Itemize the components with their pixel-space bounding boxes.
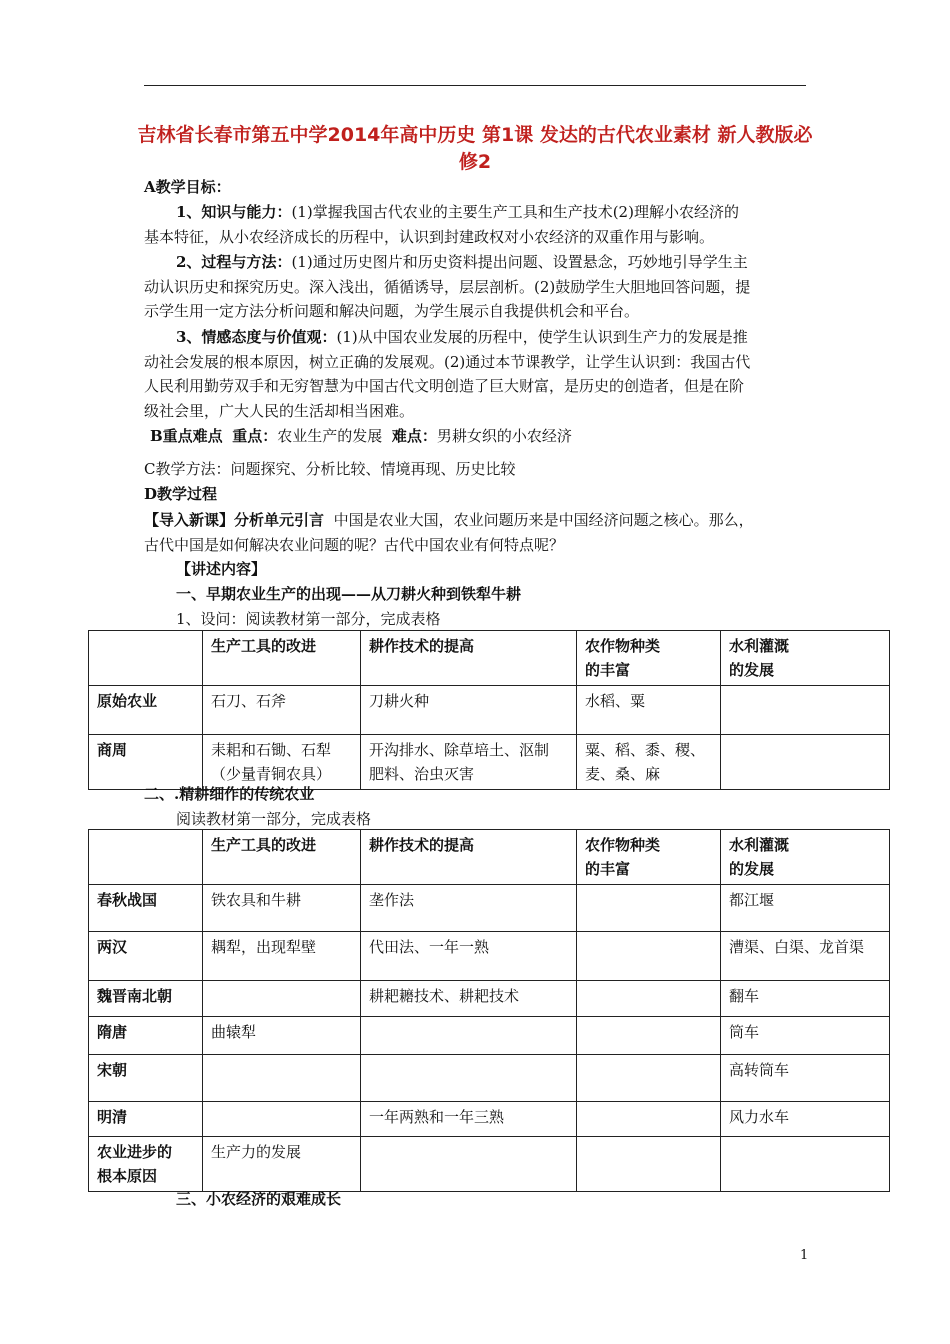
part-3-title: 三、小农经济的艰难成长	[176, 1190, 342, 1208]
intro-label: 【导入新课】分析单元引言	[144, 511, 325, 529]
intro-line-1: 【导入新课】分析单元引言 中国是农业大国，农业问题历来是中国经济问题之核心。那么，	[144, 511, 754, 529]
header-cell-empty	[89, 830, 203, 885]
header-cell-tools: 生产工具的改进	[203, 830, 361, 885]
header-rule	[144, 85, 806, 86]
objective-3-line-4: 级社会里，广大人民的生活却相当困难。	[144, 402, 415, 420]
objective-3-label: 3、情感态度与价值观：	[176, 328, 337, 346]
part-1-title: 一、早期农业生产的出现——从刀耕火种到铁犁牛耕	[176, 585, 522, 603]
table-row: 魏晋南北朝 耕耙耱技术、耕耙技术 翻车	[89, 981, 890, 1017]
objective-1-line-2: 基本特征，从小农经济成长的历程中，认识到封建政权对小农经济的双重作用与影响。	[144, 228, 715, 246]
header-cell-tech: 耕作技术的提高	[361, 830, 577, 885]
table-header-row	[89, 631, 890, 686]
objective-3-line-2: 动社会发展的根本原因，树立正确的发展观。(2)通过本节课教学，让学生认识到：我国古代	[144, 353, 751, 371]
intro-line-2: 古代中国是如何解决农业问题的呢？古代中国农业有何特点呢？	[144, 536, 565, 554]
content-label: 【讲述内容】	[176, 560, 267, 578]
header-cell-water: 水利灌溉 的发展	[721, 631, 890, 686]
header-cell-tools: 生产工具的改进	[203, 631, 361, 686]
table-row: 明清 一年两熟和一年三熟 风力水车	[89, 1102, 890, 1137]
part-2-task: 阅读教材第一部分，完成表格	[176, 810, 372, 828]
header-cell-crops: 农作物种类 的丰富	[577, 631, 721, 686]
objective-2-line-2: 动认识历史和探究历史。深入浅出，循循诱导，层层剖析。(2)鼓励学生大胆地回答问题，提	[144, 278, 751, 296]
section-d-heading: D教学过程	[144, 485, 218, 503]
table-row: 两汉 耦犁，出现犁壁 代田法、一年一熟 漕渠、白渠、龙首渠	[89, 932, 890, 981]
objective-3-line-1: 3、情感态度与价值观：(1)从中国农业发展的历程中，使学生认识到生产力的发展是推	[176, 328, 748, 346]
table-row: 原始农业 石刀、石斧 刀耕火种 水稻、粟	[89, 686, 890, 735]
header-cell-tech: 耕作技术的提高	[361, 631, 577, 686]
table-row: 隋唐 曲辕犁 筒车	[89, 1017, 890, 1055]
objective-2-line-1: 2、过程与方法：(1)通过历史图片和历史资料提出问题、设置悬念，巧妙地引导学生主	[176, 253, 748, 271]
part-2-title: 二、.精耕细作的传统农业	[144, 785, 315, 803]
part-1-task: 1、设问：阅读教材第一部分，完成表格	[176, 610, 441, 628]
table-row: 宋朝 高转筒车	[89, 1055, 890, 1102]
objective-1-label: 1、知识与能力：	[176, 203, 292, 221]
header-cell-crops: 农作物种类 的丰富	[577, 830, 721, 885]
objective-3-line-3: 人民利用勤劳双手和无穷智慧为中国古代文明创造了巨大财富，是历史的创造者，但是在阶	[144, 377, 745, 395]
section-b-line: B重点难点 重点：农业生产的发展 难点：男耕女织的小农经济	[150, 427, 572, 445]
document-title: 吉林省长春市第五中学2014年高中历史 第1课 发达的古代农业素材 新人教版必修2	[137, 124, 813, 173]
section-b-heading: B重点难点	[150, 427, 223, 445]
section-c-heading: C教学方法：	[144, 460, 231, 478]
section-c-line: C教学方法：问题探究、分析比较、情境再现、历史比较	[144, 460, 516, 478]
table-header-row	[89, 830, 890, 885]
table-row: 农业进步的 根本原因 生产力的发展	[89, 1137, 890, 1192]
header-cell-empty	[89, 631, 203, 686]
objective-1-line-1: 1、知识与能力：(1)掌握我国古代农业的主要生产工具和生产技术(2)理解小农经济的	[176, 203, 739, 221]
objective-2-line-3: 示学生用一定方法分析问题和解决问题，为学生展示自我提供机会和平台。	[144, 302, 640, 320]
table-row: 春秋战国 铁农具和牛耕 垄作法 都江堰	[89, 885, 890, 932]
table-row: 商周 耒耜和石锄、石犁 （少量青铜农具） 开沟排水、除草培土、沤制 肥料、治虫灭害 粟、稻、黍、稷、 麦、桑、麻	[89, 735, 890, 790]
section-a-heading: A教学目标：	[144, 178, 231, 196]
header-cell-water: 水利灌溉 的发展	[721, 830, 890, 885]
page-number: 1	[800, 1248, 809, 1263]
table-early-agriculture	[88, 630, 890, 790]
table-intensive-agriculture	[88, 829, 890, 1192]
objective-2-label: 2、过程与方法：	[176, 253, 292, 271]
